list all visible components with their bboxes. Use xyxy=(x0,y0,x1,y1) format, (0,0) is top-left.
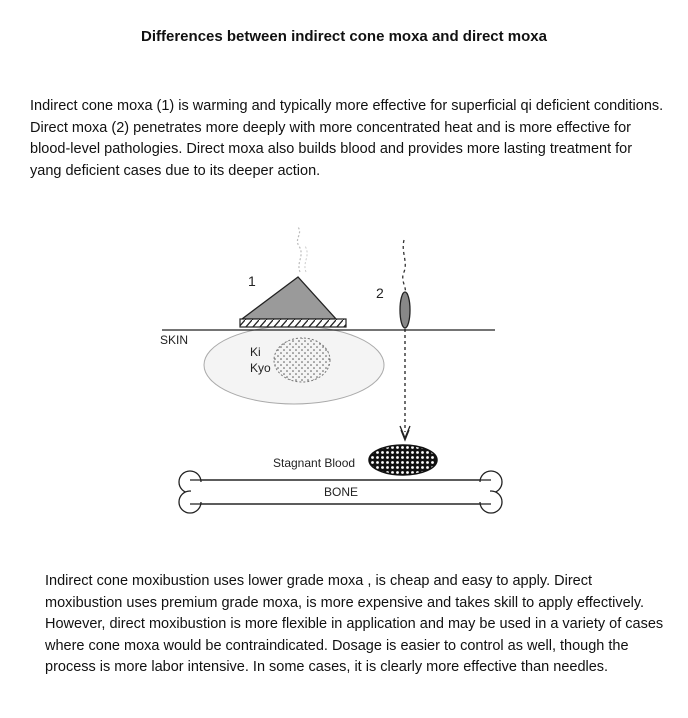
penetration-arrow-head xyxy=(400,426,410,440)
label-skin: SKIN xyxy=(160,333,189,347)
label-stagnant-blood: Stagnant Blood xyxy=(273,456,356,470)
ki-kyo-region xyxy=(274,338,330,382)
direct-moxa-grain xyxy=(400,292,410,328)
cone-smoke xyxy=(297,227,301,272)
stagnant-blood xyxy=(369,445,437,475)
cone-moxa xyxy=(242,277,336,319)
label-cone-number: 1 xyxy=(248,273,256,289)
label-ki: Ki xyxy=(250,345,261,359)
summary-paragraph: Indirect cone moxibustion uses lower grade moxa , is cheap and easy to apply. Direct moxibustion uses premium grade moxa, is more expensive and takes skill to apply effectively. However, direct moxibustion is more flexible in application and may be used in a variety of cases where cone moxa would be contraindicated. Dosage is easier to control as well, though the process is more labor intensive. In some cases, it is clearly more effective than needles. xyxy=(45,573,664,675)
direct-moxa-smoke xyxy=(403,240,406,292)
label-direct-number: 2 xyxy=(376,285,384,301)
intro-paragraph: Indirect cone moxa (1) is warming and typically more effective for superficial qi deficient conditions. Direct moxa (2) penetrates more deeply with more concentrated heat and is more effective for blood-level pathologies. Direct moxa also builds blood and provides more lasting treatment for yang deficient cases due to its deeper action. xyxy=(30,98,664,179)
label-bone: BONE xyxy=(324,485,359,499)
label-kyo: Kyo xyxy=(250,361,271,375)
page-title: Differences between indirect cone moxa and direct moxa xyxy=(141,28,547,45)
cone-base-hatched xyxy=(240,319,346,327)
